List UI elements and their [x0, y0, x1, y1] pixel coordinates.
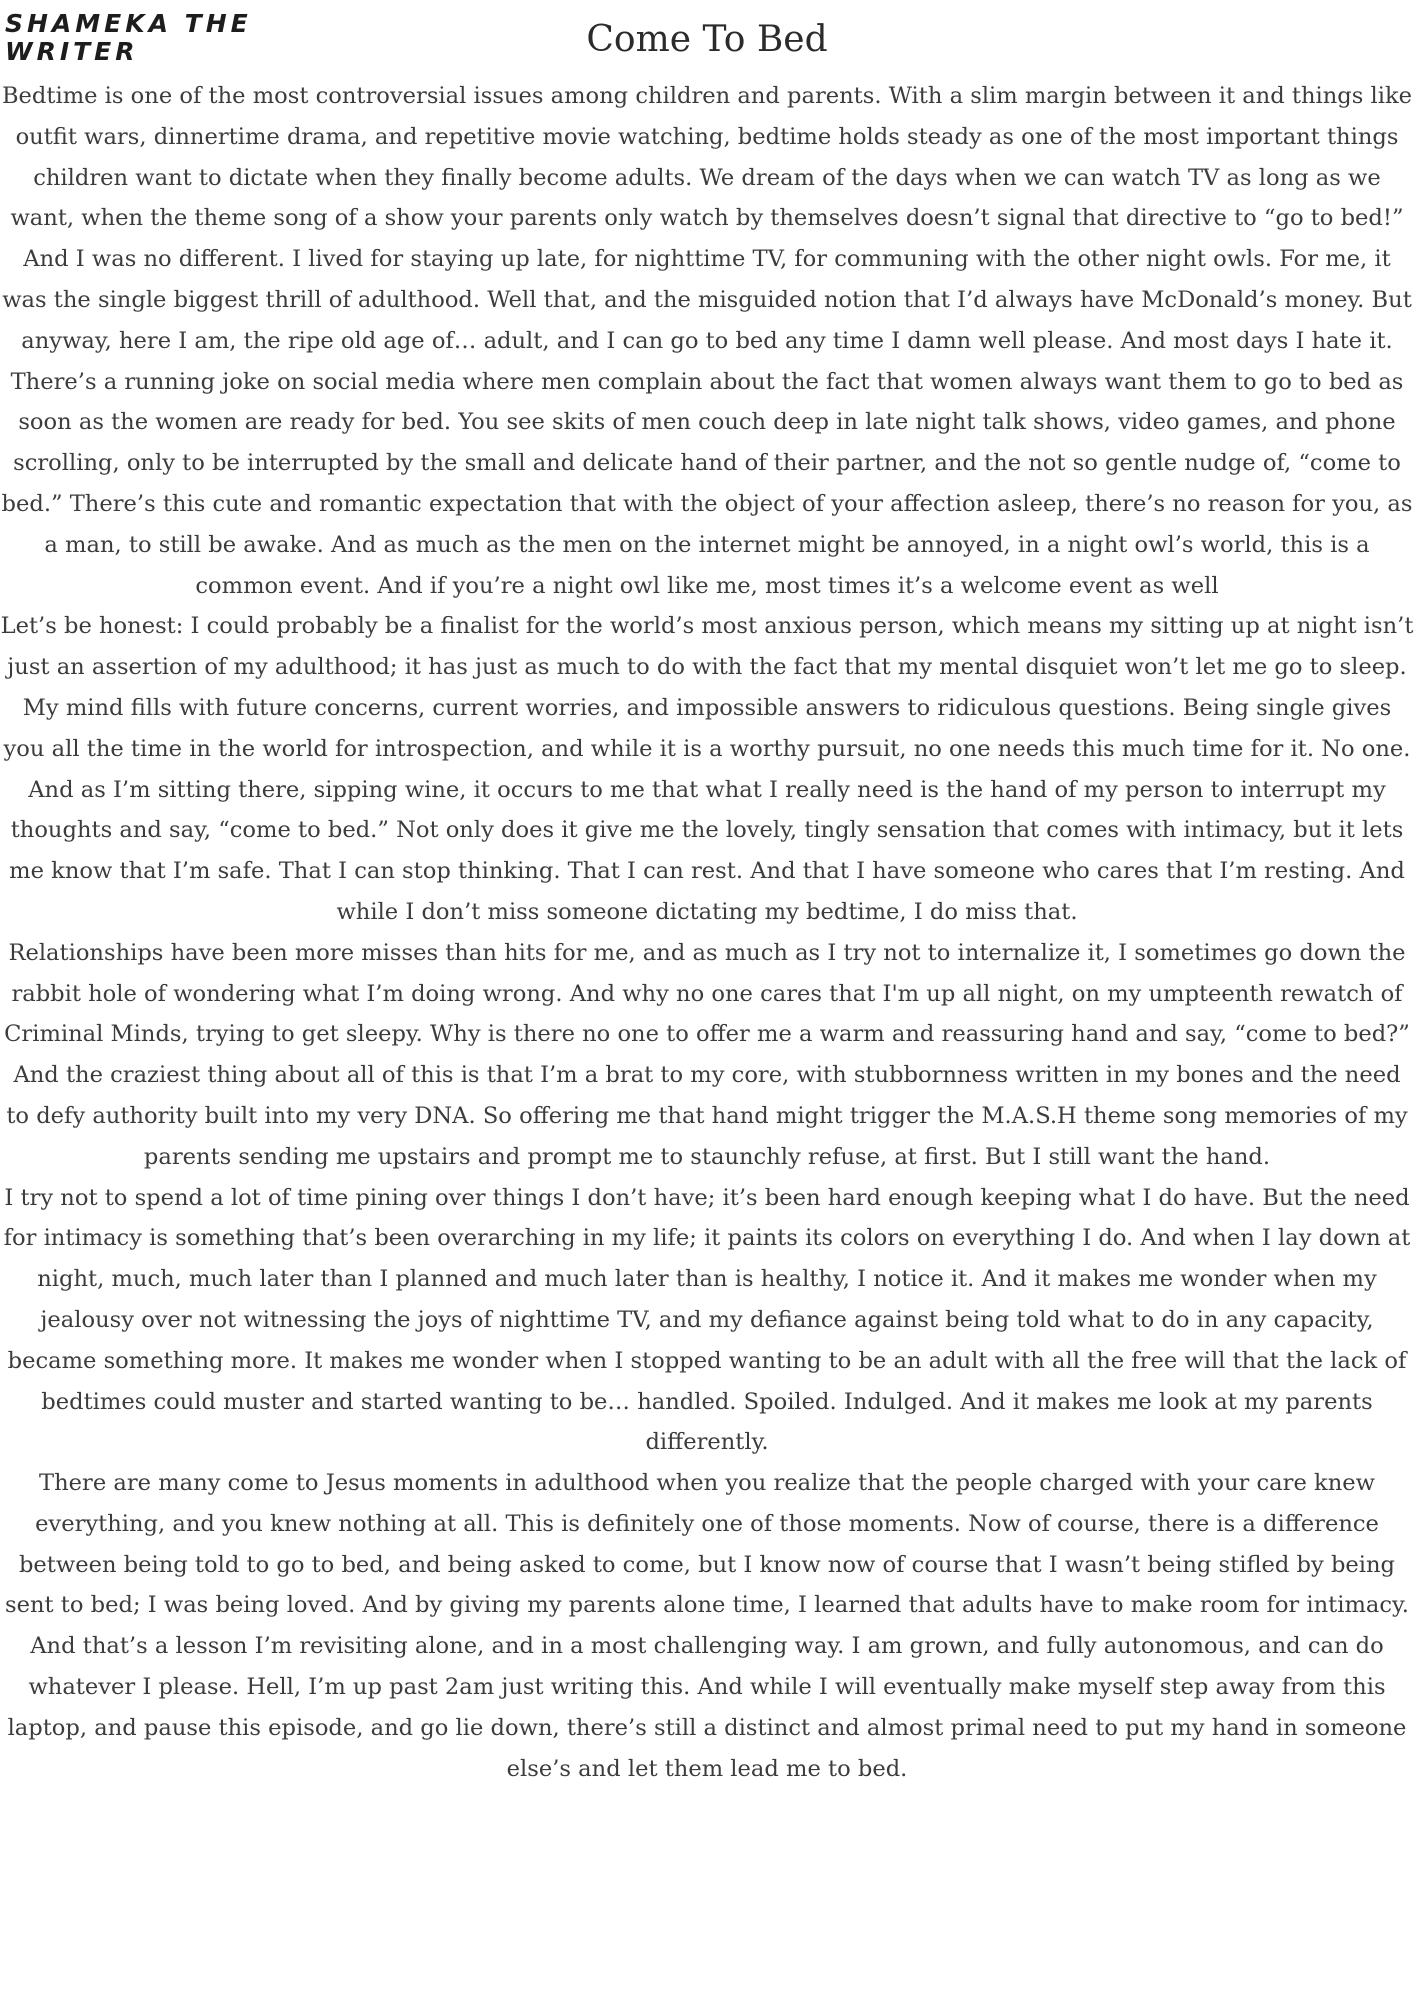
body-paragraph: There’s a running joke on social media where men complain about the fact that women always want them to go to bed as soon as the women are ready for bed. You see skits of men couch deep in late night talk shows, video games, and phone scrolling, only to be interrupted by the small and delicate hand of their partner, and the not so gentle nudge of, “come to bed.” There’s this cute and romantic expectation that with the object of your affection asleep, there’s no reason for you, as a man, to still be awake. And as much as the men on the internet might be annoyed, in a night owl’s world, this is a common event. And if you’re a night owl like me, most times it’s a welcome event as well: [1, 368, 1413, 599]
page-title: Come To Bed: [586, 19, 828, 60]
body-paragraph: Relationships have been more misses than hits for me, and as much as I try not to internalize it, I sometimes go down the rabbit hole of wondering what I’m doing wrong. And why no one cares that I'm up all night, on my umpteenth rewatch of Criminal Minds, trying to get sleepy. Why is there no one to offer me a warm and reassuring hand and say, “come to bed?” And the craziest thing about all of this is that I’m a brat to my core, with stubbornness written in my bones and the need to defy authority built into my very DNA. So offering me that hand might trigger the M.A.S.H theme song memories of my parents sending me upstairs and prompt me to staunchly refuse, at first. But I still want the hand.: [4, 939, 1410, 1170]
body-paragraph: I try not to spend a lot of time pining over things I don’t have; it’s been hard enough keeping what I do have. But the need for intimacy is something that’s been overarching in my life; it paints its colors on everything I do. And when I lay down at night, much, much later than I planned and much later than is healthy, I notice it. And it makes me wonder when my jealousy over not witnessing the joys of nighttime TV, and my defiance against being told what to do in any capacity, became something more. It makes me wonder when I stopped wanting to be an adult with all the free will that the lack of bedtimes could muster and started wanting to be… handled. Spoiled. Indulged. And it makes me look at my parents differently.: [3, 1184, 1411, 1456]
author-brand: SHAMEKA THE WRITER: [5, 9, 252, 66]
body-paragraph: Let’s be honest: I could probably be a finalist for the world’s most anxious person, which means my sitting up at night isn’t just an assertion of my adulthood; it has just as much to do with the fact that my mental disquiet won’t let me go to sleep. My mind fills with future concerns, current worries, and impossible answers to ridiculous questions. Being single gives you all the time in the world for introspection, and while it is a worthy pursuit, no one needs this much time for it. No one. And as I’m sitting there, sipping wine, it occurs to me that what I really need is the hand of my person to interrupt my thoughts and say, “come to bed.” Not only does it give me the lovely, tingly sensation that comes with intimacy, but it lets me know that I’m safe. That I can stop thinking. That I can rest. And that I have someone who cares that I’m resting. And while I don’t miss someone dictating my bedtime, I do miss that.: [0, 613, 1414, 925]
article-body: [0, 76, 1414, 1789]
body-paragraph: There are many come to Jesus moments in adulthood when you realize that the people charged with your care knew everything, and you knew nothing at all. This is definitely one of those moments. Now of course, there is a difference between being told to go to bed, and being asked to come, but I know now of course that I wasn’t being stifled by being sent to bed; I was being loved. And by giving my parents alone time, I learned that adults have to make room for intimacy. And that’s a lesson I’m revisiting alone, and in a most challenging way. I am grown, and fully autonomous, and can do whatever I please. Hell, I’m up past 2am just writing this. And while I will eventually make myself step away from this laptop, and pause this episode, and go lie down, there’s still a distinct and almost primal need to put my hand in someone else’s and let them lead me to bed.: [5, 1470, 1409, 1782]
body-paragraph: Bedtime is one of the most controversial issues among children and parents. With a slim margin between it and things like outfit wars, dinnertime drama, and repetitive movie watching, bedtime holds steady as one of the most important things children want to dictate when they finally become adults. We dream of the days when we can watch TV as long as we want, when the theme song of a show your parents only watch by themselves doesn’t signal that directive to “go to bed!” And I was no different. I lived for staying up late, for nighttime TV, for communing with the other night owls. For me, it was the single biggest thrill of adulthood. Well that, and the misguided notion that I’d always have McDonald’s money. But anyway, here I am, the ripe old age of… adult, and I can go to bed any time I damn well please. And most days I hate it.: [1, 83, 1413, 354]
